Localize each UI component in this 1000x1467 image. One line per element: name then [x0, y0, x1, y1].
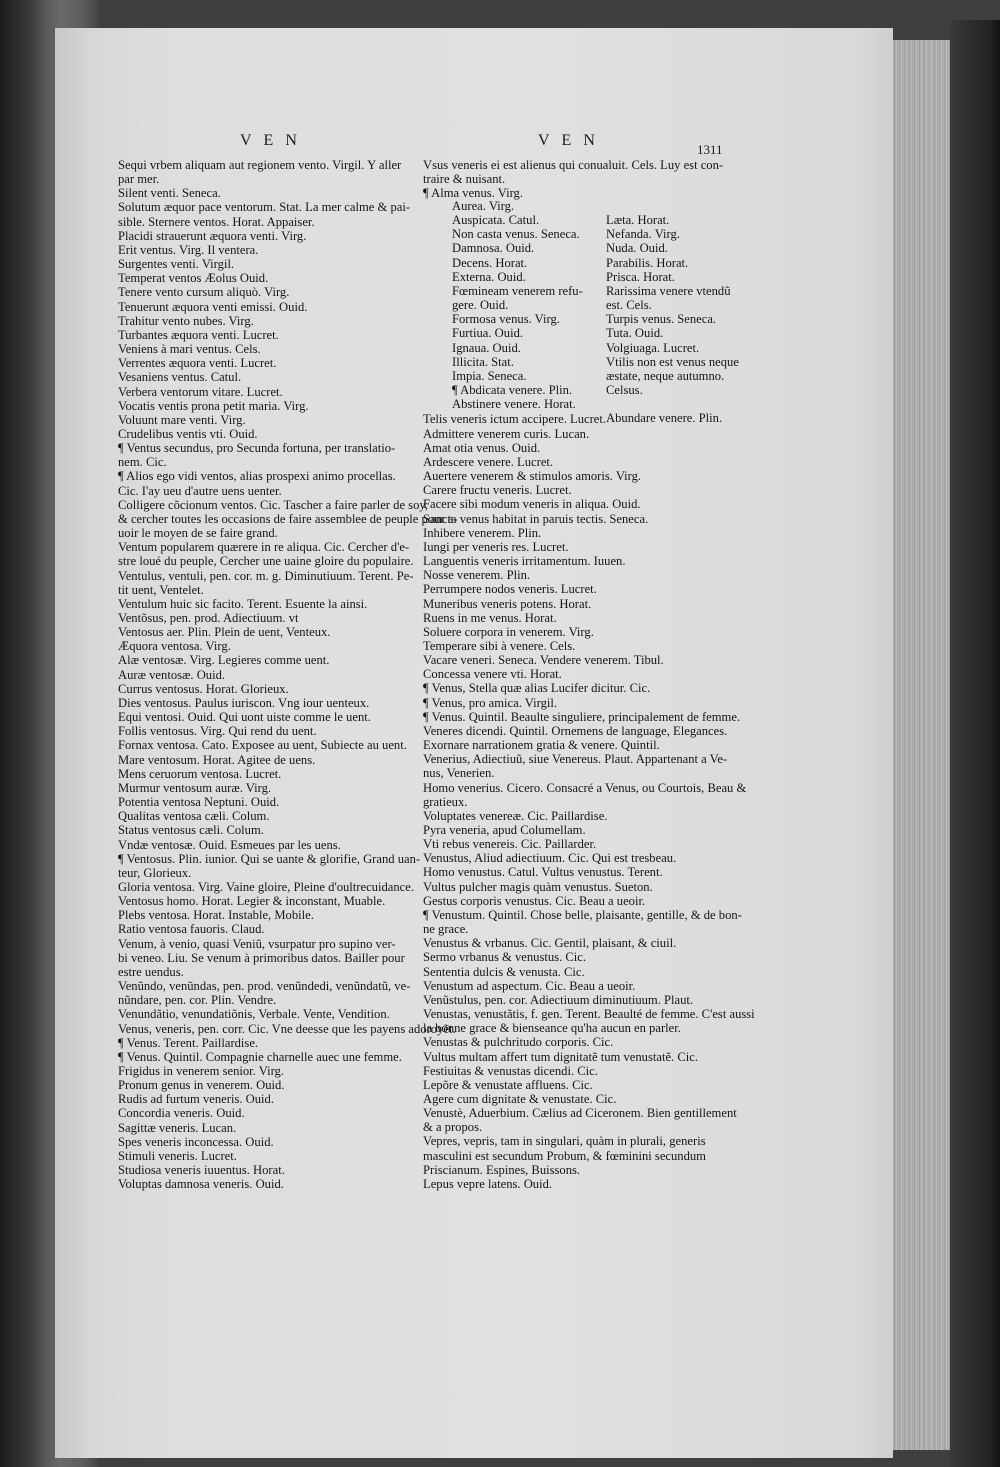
text-line: Ignaua. Ouid. — [452, 340, 521, 355]
text-line: ¶ Ventosus. Plin. iunior. Qui se uante & glorifie, Grand uan- — [118, 851, 421, 866]
text-line: Aurea. Virg. — [452, 199, 515, 213]
text-line: Soluere corpora in venerem. Virg. — [423, 624, 594, 639]
text-line: Voluunt mare venti. Virg. — [118, 412, 246, 427]
text-line: Priscianum. Espines, Buissons. — [423, 1162, 581, 1177]
sub-list-left — [452, 199, 583, 411]
text-line: Æquora ventosa. Virg. — [118, 639, 231, 654]
text-line — [606, 199, 739, 213]
text-line: Silent venti. Seneca. — [118, 186, 221, 201]
text-line: Muneribus veneris potens. Horat. — [423, 596, 592, 611]
text-line: Volgiuaga. Lucret. — [606, 340, 700, 355]
text-line: Qualitas ventosa cæli. Colum. — [118, 809, 270, 824]
text-line: Veniens à mari ventus. Cels. — [118, 342, 261, 357]
text-line: nem. Cic. — [118, 455, 167, 470]
text-line: Sagittæ veneris. Lucan. — [118, 1120, 237, 1135]
text-line: Concessa venere vti. Horat. — [423, 667, 562, 682]
text-line: Trahitur vento nubes. Virg. — [118, 313, 254, 328]
text-line: Spes veneris inconcessa. Ouid. — [118, 1134, 274, 1149]
text-line: Turpis venus. Seneca. — [606, 312, 717, 327]
text-line: Voluptas damnosa veneris. Ouid. — [118, 1177, 284, 1192]
text-line: Plebs ventosa. Horat. Instable, Mobile. — [118, 908, 314, 923]
text-line: Vultus pulcher magis quàm venustus. Sueton. — [423, 879, 653, 894]
text-line: Ventulum huic sic facito. Terent. Esuente la ainsi. — [118, 596, 368, 611]
text-line: Prisca. Horat. — [606, 269, 675, 284]
text-line: teur, Glorieux. — [118, 865, 192, 880]
text-line: Non casta venus. Seneca. — [452, 227, 580, 242]
text-line: Ventulus, ventuli, pen. cor. m. g. Diminutiuum. Terent. Pe- — [118, 568, 414, 583]
text-line: Inhibere venerem. Plin. — [423, 525, 542, 540]
text-line: & cercher toutes les occasions de faire assemblee de peuple pour a- — [118, 511, 458, 526]
page-number: 1311 — [697, 142, 723, 157]
text-line: Crudelibus ventis vti. Ouid. — [118, 426, 258, 441]
page-edges — [893, 40, 953, 1450]
text-line: Erit ventus. Virg. Il ventera. — [118, 242, 259, 257]
text-line: ¶ Alma venus. Virg. — [423, 186, 523, 201]
text-line: Voluptates venereæ. Cic. Paillardise. — [423, 808, 608, 823]
text-line: Fornax ventosa. Cato. Exposee au uent, Subiecte au uent. — [118, 738, 407, 753]
text-line: Venerius, Adiectiuũ, siue Venereus. Plaut. Appartenant a Ve- — [423, 752, 728, 767]
sub-list-right — [606, 199, 739, 426]
text-line: Ventosus aer. Plin. Plein de uent, Venteux. — [118, 625, 331, 640]
text-line: æstate, neque autumno. — [606, 368, 725, 383]
text-line: ¶ Venus, pro amica. Virgil. — [423, 695, 558, 710]
text-line: Vtilis non est venus neque — [606, 354, 739, 369]
text-line: Follis ventosus. Virg. Qui rend du uent. — [118, 724, 317, 739]
text-line: Ruens in me venus. Horat. — [423, 610, 557, 625]
text-line: ne grace. — [423, 922, 469, 937]
text-line: Rarissima venere vtendũ — [606, 283, 731, 298]
text-line: masculini est secundum Probum, & fœminini secundum — [423, 1148, 706, 1163]
text-line: Lepõre & venustate affluens. Cic. — [423, 1077, 593, 1092]
text-line: Venustus, Aliud adiectiuum. Cic. Qui est tresbeau. — [423, 851, 677, 866]
text-line: Surgentes venti. Virgil. — [118, 257, 235, 272]
text-line: bi veneo. Liu. Se venum à primoribus datos. Bailler pour — [118, 950, 405, 965]
text-line: ¶ Ventus secundus, pro Secunda fortuna, per translatio- — [118, 441, 396, 456]
text-line: Venus, veneris, pen. corr. Cic. Vne deesse que les payens adoroyẽt. — [118, 1021, 456, 1036]
text-line: & a propos. — [423, 1120, 483, 1135]
text-line: Sententia dulcis & venusta. Cic. — [423, 964, 585, 979]
text-line: Agere cum dignitate & venustate. Cic. — [423, 1091, 617, 1106]
text-line: Ratio ventosa fauoris. Claud. — [118, 922, 265, 937]
text-line: stre loué du peuple, Cercher une uaine gloire du populaire. — [118, 554, 414, 569]
text-line: Alæ ventosæ. Virg. Legieres comme uent. — [118, 653, 330, 668]
text-line: Nefanda. Virg. — [606, 227, 680, 242]
text-line: Sequi vrbem aliquam aut regionem vento. Virgil. Y aller — [118, 158, 402, 172]
text-line: ¶ Venus, Stella quæ alias Lucifer dicitur. Cic. — [423, 681, 651, 696]
text-line: Fœmineam venerem refu- — [452, 283, 583, 298]
text-line: Studiosa veneris iuuentus. Horat. — [118, 1163, 285, 1178]
text-line: Læta. Horat. — [606, 213, 670, 228]
text-line: Sancta venus habitat in paruis tectis. Seneca. — [423, 511, 649, 526]
text-line: Exornare narrationem gratia & venere. Quintil. — [423, 738, 660, 753]
text-line: Ventosus homo. Horat. Legier & inconstant, Muable. — [118, 894, 386, 909]
text-line: Venustus & vrbanus. Cic. Gentil, plaisant, & ciuil. — [423, 936, 677, 951]
text-line: Vocatis ventis prona petit maria. Virg. — [118, 398, 309, 413]
text-line: Potentia ventosa Neptuni. Ouid. — [118, 795, 280, 810]
text-line: Nuda. Ouid. — [606, 241, 668, 256]
text-line: Impia. Seneca. — [452, 368, 527, 383]
text-line: Murmur ventosum auræ. Virg. — [118, 780, 272, 795]
text-line: Vacare veneri. Seneca. Vendere venerem. Tibul. — [423, 653, 664, 668]
text-line: Iungi per veneris res. Lucret. — [423, 539, 569, 554]
text-line: Ardescere venere. Lucret. — [423, 454, 554, 469]
text-line: Damnosa. Ouid. — [452, 241, 535, 256]
text-line: Equi ventosi. Ouid. Qui uont uiste comme le uent. — [118, 710, 371, 725]
text-line: Gestus corporis venustus. Cic. Beau a ueoir. — [423, 893, 646, 908]
text-line: Stimuli veneris. Lucret. — [118, 1148, 237, 1163]
text-line: par mer. — [118, 172, 160, 187]
text-line: Amat otia venus. Ouid. — [423, 440, 541, 455]
text-line: Auertere venerem & stimulos amoris. Virg. — [423, 469, 642, 484]
text-line: ¶ Venus. Terent. Paillardise. — [118, 1035, 259, 1050]
text-line: Tenuerunt æquora venti emissi. Ouid. — [118, 299, 308, 314]
text-line: ¶ Venustum. Quintil. Chose belle, plaisante, gentille, & de bon- — [423, 907, 742, 922]
text-line — [606, 397, 739, 411]
text-line: Parabilis. Horat. — [606, 255, 689, 270]
text-line: Auræ ventosæ. Ouid. — [118, 667, 226, 682]
text-line: Homo venerius. Cicero. Consacré a Venus, ou Courtois, Beau & — [423, 780, 747, 795]
text-line: gere. Ouid. — [452, 298, 509, 313]
text-line: Concordia veneris. Ouid. — [118, 1106, 245, 1121]
text-line: Homo venustus. Catul. Vultus venustus. Terent. — [423, 865, 663, 880]
text-line: Venustum ad aspectum. Cic. Beau a ueoir. — [423, 978, 636, 993]
right-column-intro — [423, 158, 753, 200]
text-line: nus, Venerien. — [423, 766, 495, 781]
text-line: Placidi strauerunt æquora venti. Virg. — [118, 228, 307, 243]
text-line: gratieux. — [423, 794, 468, 809]
text-line: Telis veneris ictum accipere. Lucret. — [423, 412, 607, 427]
text-line: Currus ventosus. Horat. Glorieux. — [118, 681, 289, 696]
text-line: Pronum genus in venerem. Ouid. — [118, 1078, 285, 1093]
text-line: Lepus vepre latens. Ouid. — [423, 1176, 553, 1191]
text-line: Vultus multam affert tum dignitatẽ tum venustatẽ. Cic. — [423, 1049, 698, 1064]
text-line: Veneres dicendi. Quintil. Ornemens de language, Elegances. — [423, 723, 728, 738]
text-line: uoir le moyen de se faire grand. — [118, 526, 278, 541]
text-line: Venundãtio, venundatiõnis, Verbale. Vente, Vendition. — [118, 1007, 390, 1022]
text-line: ¶ Venus. Quintil. Compagnie charnelle auec une femme. — [118, 1049, 402, 1064]
text-line: Carere fructu veneris. Lucret. — [423, 483, 572, 498]
text-line: Temperare sibi à venere. Cels. — [423, 638, 576, 653]
text-line: Tenere vento cursum aliquò. Virg. — [118, 285, 290, 300]
text-line: Ventõsus, pen. prod. Adiectiuum. vt — [118, 611, 299, 625]
text-line: tit uent, Ventelet. — [118, 582, 204, 597]
text-line: Mare ventosum. Horat. Agitee de uens. — [118, 752, 316, 767]
text-line: Ventum popularem quærere in re aliqua. Cic. Cercher d'e- — [118, 540, 410, 555]
text-line: Cic. I'ay ueu d'autre uens uenter. — [118, 483, 282, 498]
text-line: Venustas, venustãtis, f. gen. Terent. Beaulté de femme. C'est aussi — [423, 1007, 755, 1022]
text-line: ¶ Abdicata venere. Plin. — [452, 383, 573, 398]
text-line: Nosse venerem. Plin. — [423, 568, 531, 583]
text-line: Turbantes æquora venti. Lucret. — [118, 327, 279, 342]
text-line: nũndare, pen. cor. Plin. Vendre. — [118, 993, 277, 1008]
text-line: Gloria ventosa. Virg. Vaine gloire, Pleine d'oultrecuidance. — [118, 879, 414, 894]
text-line: Venũstulus, pen. cor. Adiectiuum diminutiuum. Plaut. — [423, 992, 694, 1007]
text-line: ¶ Alios ego vidi ventos, alias prospexi animo procellas. — [118, 469, 396, 484]
text-line: Celsus. — [606, 383, 643, 398]
text-line: ¶ Venus. Quintil. Beaulte singuliere, principalement de femme. — [423, 709, 741, 724]
text-line: Venustas & pulchritudo corporis. Cic. — [423, 1035, 614, 1050]
text-line: Facere sibi modum veneris in aliqua. Ouid. — [423, 497, 641, 512]
text-line: Venũndo, venũndas, pen. prod. venũndedi, venũndatũ, ve- — [118, 979, 411, 994]
right-running-head: VEN — [538, 132, 607, 149]
text-line: Vndæ ventosæ. Ouid. Esmeues par les uens. — [118, 837, 341, 852]
text-line: Solutum æquor pace ventorum. Stat. La mer calme & pai- — [118, 200, 411, 215]
text-line: Festiuitas & venustas dicendi. Cic. — [423, 1063, 598, 1078]
text-line: Rudis ad furtum veneris. Ouid. — [118, 1092, 275, 1107]
text-line: Venustè, Aduerbium. Cælius ad Ciceronem. Bien gentillement — [423, 1106, 737, 1121]
book-cover-board — [950, 20, 1000, 1467]
text-line: Dies ventosus. Paulus iuriscon. Vng iour uenteux. — [118, 695, 370, 710]
text-line: Temperat ventos Æolus Ouid. — [118, 271, 269, 286]
text-line: Furtiua. Ouid. — [452, 326, 524, 341]
text-line: Vti rebus venereis. Cic. Paillarder. — [423, 837, 597, 852]
text-line: la bonne grace & bienseance qu'ha aucun en parler. — [423, 1021, 681, 1036]
text-line: Frigidus in venerem senior. Virg. — [118, 1064, 284, 1078]
text-line: Decens. Horat. — [452, 255, 528, 270]
right-column-main — [423, 412, 753, 1191]
text-line: Vepres, vepris, tam in singulari, quàm in plurali, generis — [423, 1134, 706, 1149]
text-line: Vesaniens ventus. Catul. — [118, 370, 242, 385]
text-line: Tuta. Ouid. — [606, 326, 664, 341]
text-line: estre uendus. — [118, 964, 184, 979]
text-line: Formosa venus. Virg. — [452, 312, 560, 327]
left-running-head: VEN — [240, 132, 309, 149]
text-line: traire & nuisant. — [423, 172, 506, 187]
text-line: Languentis veneris irritamentum. Iuuen. — [423, 554, 626, 569]
text-line: sible. Sternere ventos. Horat. Appaiser. — [118, 214, 315, 229]
text-line: est. Cels. — [606, 298, 652, 313]
text-line: Pyra veneria, apud Columellam. — [423, 823, 586, 837]
text-line: Vsus veneris ei est alienus qui conualuit. Cels. Luy est con- — [423, 158, 724, 172]
text-line: Admittere venerem curis. Lucan. — [423, 426, 590, 441]
text-line: Perrumpere nodos veneris. Lucret. — [423, 582, 597, 597]
text-line: Abundare venere. Plin. — [606, 411, 723, 426]
text-line: Externa. Ouid. — [452, 269, 526, 284]
text-line: Verrentes æquora venti. Lucret. — [118, 356, 277, 371]
text-line: Auspicata. Catul. — [452, 213, 540, 228]
text-line: Verbera ventorum vitare. Lucret. — [118, 384, 283, 399]
text-line: Mens ceruorum ventosa. Lucret. — [118, 766, 282, 781]
text-line: Sermo vrbanus & venustus. Cic. — [423, 950, 587, 965]
text-line: Illicita. Stat. — [452, 354, 514, 369]
text-line: Status ventosus cæli. Colum. — [118, 823, 264, 838]
text-line: Colligere cõcionum ventos. Cic. Tascher a faire parler de soy, — [118, 497, 429, 512]
text-line: Abstinere venere. Horat. — [452, 397, 576, 412]
text-line: Venum, à venio, quasi Veniũ, vsurpatur pro supino ver- — [118, 936, 396, 951]
